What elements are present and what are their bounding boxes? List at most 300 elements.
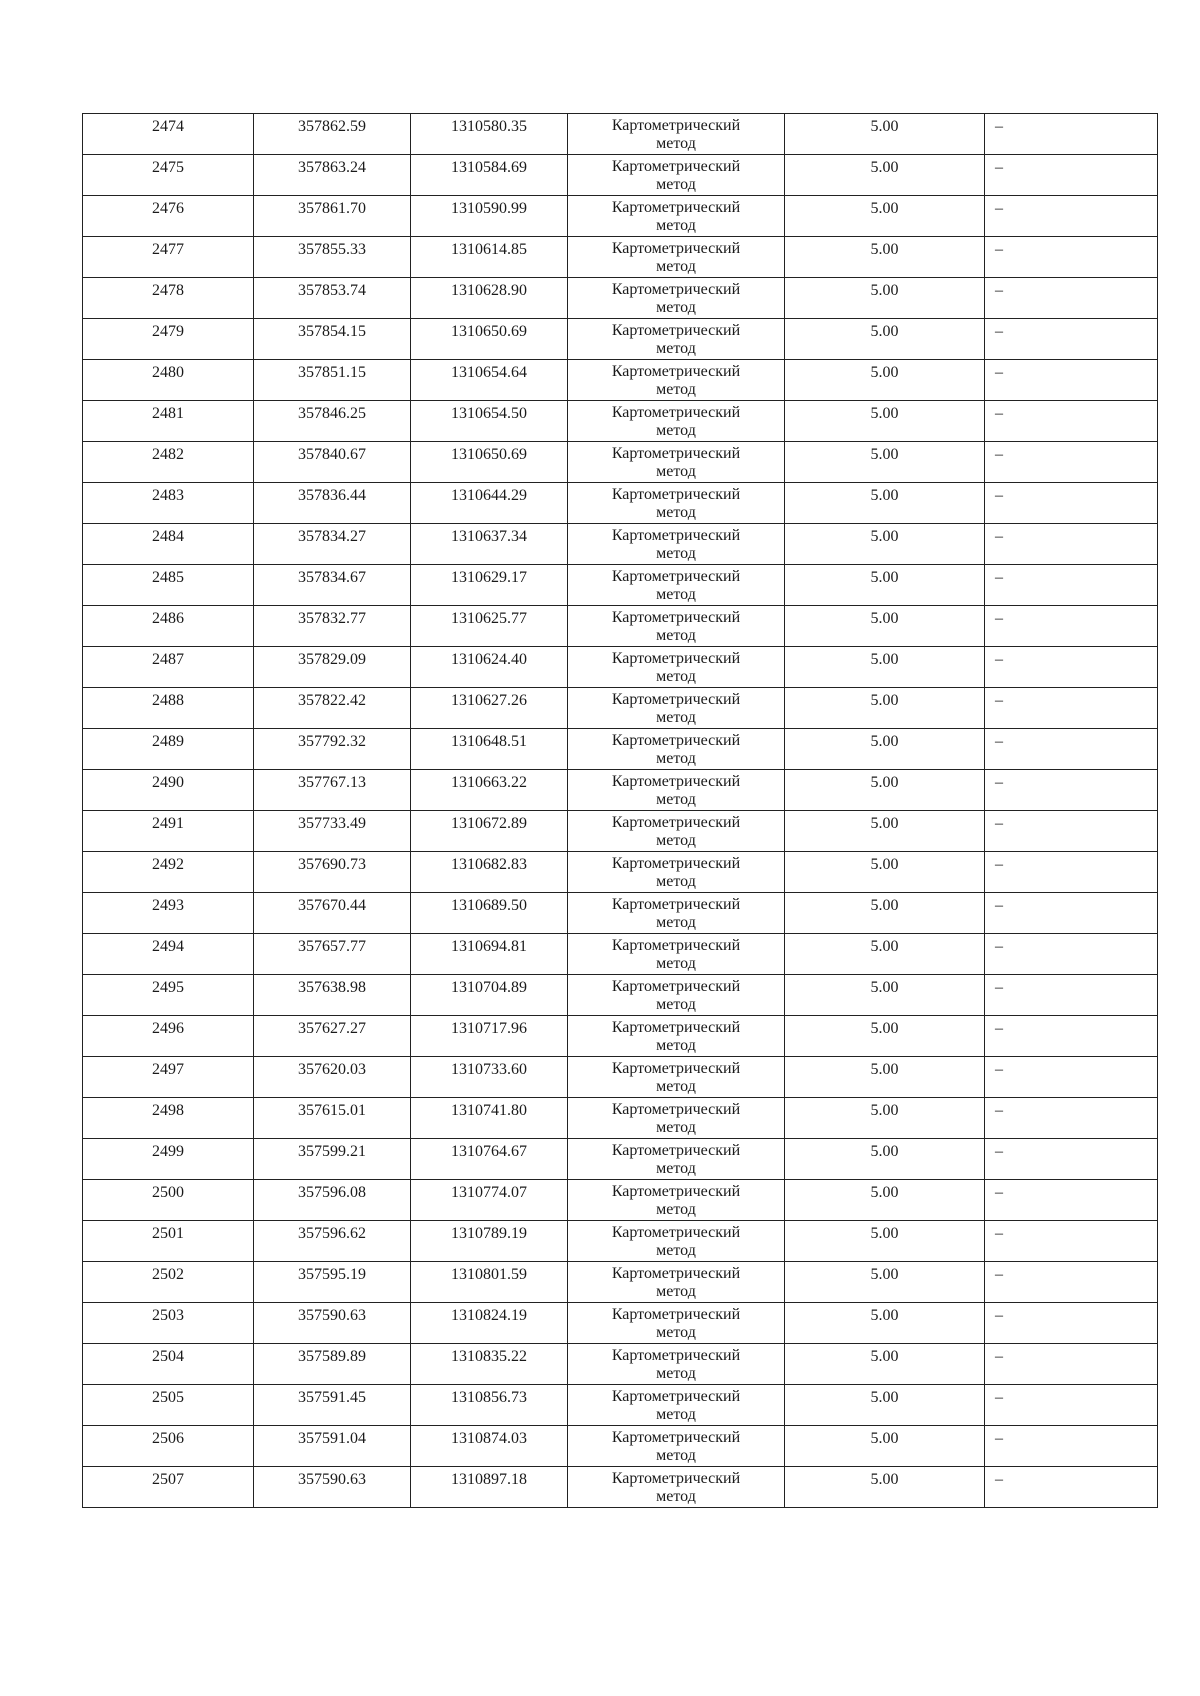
x-coordinate-cell: [254, 278, 411, 319]
method-line-1: Картометрический: [611, 609, 741, 626]
method-text: [568, 811, 784, 850]
method-text: [568, 114, 784, 153]
note-cell: [985, 1467, 1158, 1508]
accuracy-value: 5.00: [870, 979, 899, 996]
y-coordinate-cell: [411, 237, 568, 278]
accuracy-cell: [785, 811, 985, 852]
accuracy-value: 5.00: [870, 118, 899, 135]
x-coordinate-cell: [254, 196, 411, 237]
point-number-cell: [83, 893, 254, 934]
note-cell: [985, 1426, 1158, 1467]
table-row: [83, 1467, 1158, 1508]
method-line-1: Картометрический: [611, 978, 741, 995]
method-text: [568, 975, 784, 1014]
note-dash: –: [995, 856, 1003, 873]
accuracy-cell: [785, 606, 985, 647]
x-coordinate-cell: [254, 1057, 411, 1098]
x-coordinate-cell: [254, 1344, 411, 1385]
method-text: [568, 483, 784, 522]
note-cell: [985, 1016, 1158, 1057]
method-cell: [568, 1016, 785, 1057]
accuracy-value: 5.00: [870, 692, 899, 709]
method-line-2: метод: [656, 832, 696, 849]
method-line-1: Картометрический: [611, 1429, 741, 1446]
y-coordinate: 1310672.89: [451, 815, 527, 832]
x-coordinate-cell: [254, 852, 411, 893]
note-cell: [985, 811, 1158, 852]
method-line-2: метод: [656, 340, 696, 357]
point-number: 2500: [152, 1184, 184, 1201]
table-row: [83, 237, 1158, 278]
y-coordinate-cell: [411, 524, 568, 565]
accuracy-value: 5.00: [870, 610, 899, 627]
table-row: [83, 1344, 1158, 1385]
y-coordinate: 1310654.64: [451, 364, 527, 381]
table-row: [83, 1016, 1158, 1057]
y-coordinate-cell: [411, 1098, 568, 1139]
method-text: [568, 1426, 784, 1465]
x-coordinate-cell: [254, 401, 411, 442]
y-coordinate-cell: [411, 1385, 568, 1426]
method-line-1: Картометрический: [611, 1101, 741, 1118]
method-line-1: Картометрический: [611, 199, 741, 216]
point-number-cell: [83, 401, 254, 442]
point-number-cell: [83, 647, 254, 688]
point-number-cell: [83, 1303, 254, 1344]
accuracy-cell: [785, 1344, 985, 1385]
note-dash: –: [995, 487, 1003, 504]
note-dash: –: [995, 159, 1003, 176]
method-line-1: Картометрический: [611, 732, 741, 749]
x-coordinate-cell: [254, 237, 411, 278]
x-coordinate-cell: [254, 1016, 411, 1057]
table-row: [83, 606, 1158, 647]
point-number: 2497: [152, 1061, 184, 1078]
table-row: [83, 647, 1158, 688]
table-row: [83, 278, 1158, 319]
table-row: [83, 1262, 1158, 1303]
method-cell: [568, 1221, 785, 1262]
accuracy-value: 5.00: [870, 569, 899, 586]
point-number: 2506: [152, 1430, 184, 1447]
y-coordinate: 1310774.07: [451, 1184, 527, 1201]
point-number-cell: [83, 606, 254, 647]
note-dash: –: [995, 1143, 1003, 1160]
method-line-1: Картометрический: [611, 1142, 741, 1159]
accuracy-cell: [785, 1057, 985, 1098]
accuracy-value: 5.00: [870, 774, 899, 791]
point-number: 2485: [152, 569, 184, 586]
accuracy-cell: [785, 237, 985, 278]
note-dash: –: [995, 1307, 1003, 1324]
point-number-cell: [83, 1139, 254, 1180]
table-row: [83, 729, 1158, 770]
note-cell: [985, 565, 1158, 606]
note-dash: –: [995, 1266, 1003, 1283]
x-coordinate: 357863.24: [298, 159, 366, 176]
x-coordinate: 357792.32: [298, 733, 366, 750]
accuracy-value: 5.00: [870, 1430, 899, 1447]
accuracy-cell: [785, 1262, 985, 1303]
method-line-2: метод: [656, 463, 696, 480]
method-text: [568, 647, 784, 686]
method-cell: [568, 196, 785, 237]
method-line-1: Картометрический: [611, 650, 741, 667]
accuracy-value: 5.00: [870, 487, 899, 504]
note-cell: [985, 770, 1158, 811]
method-line-2: метод: [656, 176, 696, 193]
accuracy-value: 5.00: [870, 200, 899, 217]
x-coordinate: 357590.63: [298, 1471, 366, 1488]
note-dash: –: [995, 651, 1003, 668]
method-cell: [568, 1303, 785, 1344]
accuracy-cell: [785, 852, 985, 893]
point-number-cell: [83, 442, 254, 483]
method-line-1: Картометрический: [611, 322, 741, 339]
y-coordinate: 1310874.03: [451, 1430, 527, 1447]
table-row: [83, 319, 1158, 360]
point-number-cell: [83, 688, 254, 729]
accuracy-cell: [785, 360, 985, 401]
accuracy-value: 5.00: [870, 1225, 899, 1242]
table-row: [83, 483, 1158, 524]
y-coordinate: 1310590.99: [451, 200, 527, 217]
method-line-1: Картометрический: [611, 1224, 741, 1241]
note-dash: –: [995, 118, 1003, 135]
note-cell: [985, 893, 1158, 934]
point-number: 2488: [152, 692, 184, 709]
point-number: 2480: [152, 364, 184, 381]
y-coordinate-cell: [411, 606, 568, 647]
y-coordinate-cell: [411, 1057, 568, 1098]
note-dash: –: [995, 1102, 1003, 1119]
method-text: [568, 852, 784, 891]
point-number: 2491: [152, 815, 184, 832]
x-coordinate-cell: [254, 975, 411, 1016]
point-number: 2503: [152, 1307, 184, 1324]
point-number: 2507: [152, 1471, 184, 1488]
accuracy-value: 5.00: [870, 651, 899, 668]
accuracy-value: 5.00: [870, 364, 899, 381]
note-dash: –: [995, 405, 1003, 422]
table-row: [83, 893, 1158, 934]
method-cell: [568, 524, 785, 565]
x-coordinate: 357855.33: [298, 241, 366, 258]
y-coordinate-cell: [411, 1262, 568, 1303]
accuracy-value: 5.00: [870, 733, 899, 750]
y-coordinate-cell: [411, 811, 568, 852]
method-line-1: Картометрический: [611, 1060, 741, 1077]
point-number: 2502: [152, 1266, 184, 1283]
note-dash: –: [995, 692, 1003, 709]
accuracy-value: 5.00: [870, 1348, 899, 1365]
x-coordinate-cell: [254, 770, 411, 811]
note-cell: [985, 442, 1158, 483]
method-cell: [568, 1180, 785, 1221]
method-line-2: метод: [656, 873, 696, 890]
accuracy-value: 5.00: [870, 1102, 899, 1119]
y-coordinate-cell: [411, 1180, 568, 1221]
note-cell: [985, 1098, 1158, 1139]
method-text: [568, 565, 784, 604]
method-line-1: Картометрический: [611, 937, 741, 954]
note-cell: [985, 237, 1158, 278]
x-coordinate-cell: [254, 114, 411, 155]
x-coordinate: 357836.44: [298, 487, 366, 504]
y-coordinate: 1310704.89: [451, 979, 527, 996]
x-coordinate-cell: [254, 606, 411, 647]
x-coordinate: 357840.67: [298, 446, 366, 463]
y-coordinate-cell: [411, 1303, 568, 1344]
method-line-1: Картометрический: [611, 1306, 741, 1323]
y-coordinate: 1310614.85: [451, 241, 527, 258]
x-coordinate: 357767.13: [298, 774, 366, 791]
accuracy-cell: [785, 975, 985, 1016]
x-coordinate: 357589.89: [298, 1348, 366, 1365]
note-dash: –: [995, 938, 1003, 955]
accuracy-value: 5.00: [870, 323, 899, 340]
accuracy-cell: [785, 688, 985, 729]
point-number: 2495: [152, 979, 184, 996]
accuracy-value: 5.00: [870, 241, 899, 258]
note-dash: –: [995, 979, 1003, 996]
point-number-cell: [83, 1385, 254, 1426]
point-number-cell: [83, 1221, 254, 1262]
method-line-1: Картометрический: [611, 240, 741, 257]
accuracy-cell: [785, 442, 985, 483]
method-text: [568, 606, 784, 645]
accuracy-cell: [785, 1180, 985, 1221]
method-cell: [568, 1098, 785, 1139]
y-coordinate: 1310637.34: [451, 528, 527, 545]
accuracy-cell: [785, 1303, 985, 1344]
note-cell: [985, 524, 1158, 565]
accuracy-cell: [785, 1426, 985, 1467]
accuracy-cell: [785, 483, 985, 524]
point-number: 2477: [152, 241, 184, 258]
x-coordinate-cell: [254, 1139, 411, 1180]
method-line-1: Картометрический: [611, 445, 741, 462]
method-cell: [568, 565, 785, 606]
method-line-2: метод: [656, 545, 696, 562]
method-cell: [568, 401, 785, 442]
x-coordinate: 357591.45: [298, 1389, 366, 1406]
point-number-cell: [83, 114, 254, 155]
method-cell: [568, 647, 785, 688]
x-coordinate-cell: [254, 319, 411, 360]
y-coordinate-cell: [411, 114, 568, 155]
accuracy-cell: [785, 934, 985, 975]
method-text: [568, 1139, 784, 1178]
x-coordinate: 357853.74: [298, 282, 366, 299]
method-line-1: Картометрический: [611, 527, 741, 544]
x-coordinate-cell: [254, 1303, 411, 1344]
y-coordinate: 1310733.60: [451, 1061, 527, 1078]
y-coordinate-cell: [411, 278, 568, 319]
y-coordinate: 1310897.18: [451, 1471, 527, 1488]
method-text: [568, 1344, 784, 1383]
point-number: 2479: [152, 323, 184, 340]
x-coordinate: 357829.09: [298, 651, 366, 668]
accuracy-cell: [785, 729, 985, 770]
y-coordinate-cell: [411, 1426, 568, 1467]
method-cell: [568, 975, 785, 1016]
point-number-cell: [83, 278, 254, 319]
y-coordinate: 1310689.50: [451, 897, 527, 914]
method-line-2: метод: [656, 1488, 696, 1505]
method-line-2: метод: [656, 709, 696, 726]
y-coordinate: 1310856.73: [451, 1389, 527, 1406]
method-cell: [568, 606, 785, 647]
method-text: [568, 442, 784, 481]
method-text: [568, 1385, 784, 1424]
note-dash: –: [995, 241, 1003, 258]
method-line-1: Картометрический: [611, 896, 741, 913]
y-coordinate: 1310789.19: [451, 1225, 527, 1242]
table-row: [83, 852, 1158, 893]
note-dash: –: [995, 774, 1003, 791]
point-number-cell: [83, 852, 254, 893]
method-line-2: метод: [656, 299, 696, 316]
method-line-1: Картометрический: [611, 1470, 741, 1487]
x-coordinate: 357846.25: [298, 405, 366, 422]
point-number-cell: [83, 1467, 254, 1508]
method-line-1: Картометрический: [611, 773, 741, 790]
y-coordinate-cell: [411, 688, 568, 729]
x-coordinate: 357590.63: [298, 1307, 366, 1324]
accuracy-value: 5.00: [870, 1266, 899, 1283]
table-row: [83, 565, 1158, 606]
method-text: [568, 196, 784, 235]
accuracy-cell: [785, 1139, 985, 1180]
point-number-cell: [83, 1262, 254, 1303]
accuracy-value: 5.00: [870, 938, 899, 955]
table-row: [83, 401, 1158, 442]
y-coordinate-cell: [411, 401, 568, 442]
y-coordinate: 1310624.40: [451, 651, 527, 668]
x-coordinate: 357615.01: [298, 1102, 366, 1119]
table-row: [83, 524, 1158, 565]
x-coordinate-cell: [254, 442, 411, 483]
point-number-cell: [83, 1180, 254, 1221]
point-number: 2496: [152, 1020, 184, 1037]
method-cell: [568, 729, 785, 770]
x-coordinate: 357851.15: [298, 364, 366, 381]
point-number-cell: [83, 319, 254, 360]
accuracy-value: 5.00: [870, 1020, 899, 1037]
table-row: [83, 1385, 1158, 1426]
x-coordinate: 357595.19: [298, 1266, 366, 1283]
y-coordinate-cell: [411, 360, 568, 401]
table-row: [83, 155, 1158, 196]
point-number: 2494: [152, 938, 184, 955]
method-line-2: метод: [656, 996, 696, 1013]
method-line-1: Картометрический: [611, 691, 741, 708]
y-coordinate: 1310584.69: [451, 159, 527, 176]
method-cell: [568, 1426, 785, 1467]
y-coordinate: 1310625.77: [451, 610, 527, 627]
method-line-1: Картометрический: [611, 1347, 741, 1364]
method-line-2: метод: [656, 258, 696, 275]
x-coordinate: 357591.04: [298, 1430, 366, 1447]
point-number-cell: [83, 811, 254, 852]
point-number: 2505: [152, 1389, 184, 1406]
y-coordinate: 1310801.59: [451, 1266, 527, 1283]
method-line-2: метод: [656, 791, 696, 808]
note-cell: [985, 155, 1158, 196]
table-row: [83, 1139, 1158, 1180]
method-cell: [568, 1262, 785, 1303]
accuracy-value: 5.00: [870, 405, 899, 422]
accuracy-cell: [785, 524, 985, 565]
accuracy-cell: [785, 319, 985, 360]
point-number-cell: [83, 1016, 254, 1057]
method-cell: [568, 114, 785, 155]
method-text: [568, 1303, 784, 1342]
method-line-2: метод: [656, 1201, 696, 1218]
method-cell: [568, 1467, 785, 1508]
point-number-cell: [83, 196, 254, 237]
x-coordinate: 357627.27: [298, 1020, 366, 1037]
method-text: [568, 360, 784, 399]
accuracy-cell: [785, 155, 985, 196]
point-number-cell: [83, 1344, 254, 1385]
method-cell: [568, 688, 785, 729]
note-dash: –: [995, 1430, 1003, 1447]
note-dash: –: [995, 897, 1003, 914]
method-text: [568, 401, 784, 440]
method-cell: [568, 893, 785, 934]
method-line-2: метод: [656, 627, 696, 644]
note-cell: [985, 114, 1158, 155]
accuracy-value: 5.00: [870, 897, 899, 914]
point-number: 2478: [152, 282, 184, 299]
method-line-2: метод: [656, 1324, 696, 1341]
x-coordinate: 357733.49: [298, 815, 366, 832]
x-coordinate: 357862.59: [298, 118, 366, 135]
y-coordinate: 1310644.29: [451, 487, 527, 504]
accuracy-value: 5.00: [870, 1389, 899, 1406]
x-coordinate-cell: [254, 1262, 411, 1303]
y-coordinate-cell: [411, 155, 568, 196]
note-cell: [985, 934, 1158, 975]
y-coordinate-cell: [411, 1016, 568, 1057]
accuracy-cell: [785, 1098, 985, 1139]
table-row: [83, 688, 1158, 729]
y-coordinate-cell: [411, 1467, 568, 1508]
note-dash: –: [995, 200, 1003, 217]
point-number-cell: [83, 1057, 254, 1098]
note-cell: [985, 1180, 1158, 1221]
method-line-2: метод: [656, 422, 696, 439]
table-row: [83, 811, 1158, 852]
method-line-1: Картометрический: [611, 855, 741, 872]
note-dash: –: [995, 282, 1003, 299]
method-line-2: метод: [656, 914, 696, 931]
method-cell: [568, 483, 785, 524]
method-text: [568, 934, 784, 973]
accuracy-value: 5.00: [870, 1471, 899, 1488]
method-line-1: Картометрический: [611, 568, 741, 585]
note-dash: –: [995, 1389, 1003, 1406]
y-coordinate: 1310741.80: [451, 1102, 527, 1119]
method-text: [568, 155, 784, 194]
point-number-cell: [83, 360, 254, 401]
method-cell: [568, 811, 785, 852]
method-line-1: Картометрический: [611, 363, 741, 380]
method-line-2: метод: [656, 586, 696, 603]
point-number-cell: [83, 565, 254, 606]
